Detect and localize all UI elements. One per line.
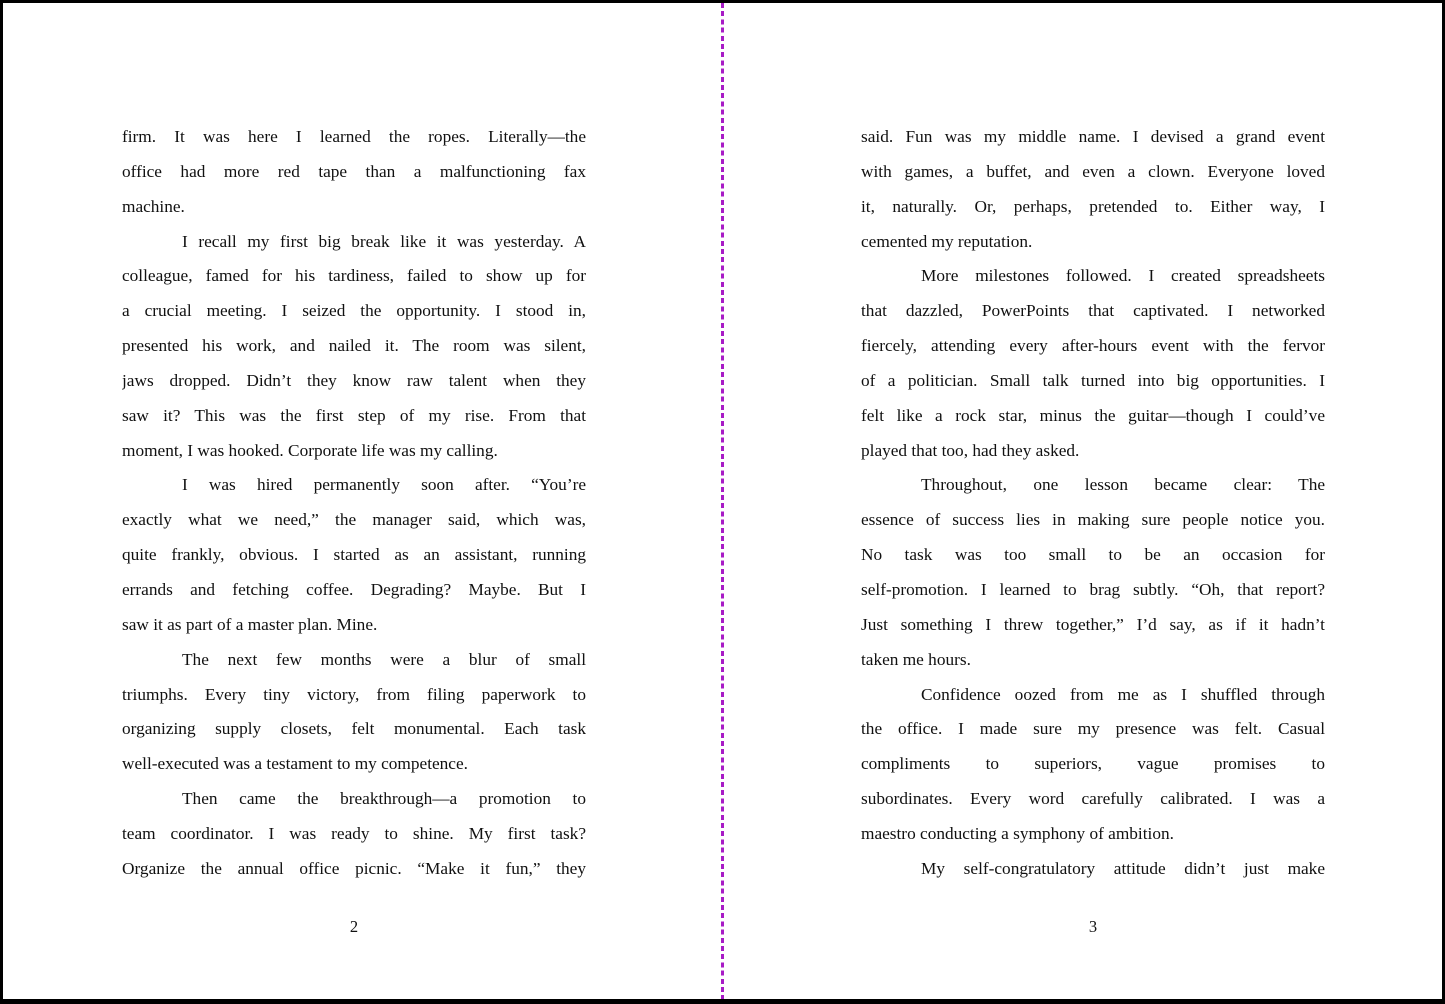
- text-line: Confidence oozed from me as I shuffled through: [921, 684, 1325, 704]
- text-line: moment, I was hooked. Corporate life was my calling.: [122, 440, 498, 460]
- text-line: a crucial meeting. I seized the opportunity. I stood in,: [122, 301, 586, 321]
- text-line: taken me hours.: [861, 649, 971, 669]
- text-line: team coordinator. I was ready to shine. My first task?: [122, 823, 586, 843]
- text-line: triumphs. Every tiny victory, from filing paperwork to: [122, 684, 586, 704]
- text-line: I recall my first big break like it was yesterday. A: [182, 231, 586, 251]
- text-line: jaws dropped. Didn’t they know raw talent when they: [122, 370, 586, 390]
- text-line: My self-congratulatory attitude didn’t just make: [921, 858, 1325, 878]
- text-line: Just something I threw together,” I’d say, as if it hadn’t: [861, 614, 1325, 634]
- text-line: machine.: [122, 196, 185, 216]
- text-line: said. Fun was my middle name. I devised a grand event: [861, 127, 1325, 146]
- text-line: colleague, famed for his tardiness, failed to show up for: [122, 266, 586, 286]
- text-line: office had more red tape than a malfunctioning fax: [122, 161, 586, 181]
- text-line: Then came the breakthrough—a promotion to: [182, 789, 586, 809]
- text-line: exactly what we need,” the manager said, which was,: [122, 510, 586, 530]
- text-line: More milestones followed. I created spreadsheets: [921, 266, 1325, 286]
- page-left: [122, 120, 586, 980]
- text-line: of a politician. Small talk turned into big opportunities. I: [861, 370, 1325, 390]
- text-line: fiercely, attending every after-hours event with the fervor: [861, 336, 1325, 356]
- text-line: presented his work, and nailed it. The room was silent,: [122, 336, 586, 356]
- text-lines: [861, 120, 1325, 887]
- page-right: [861, 120, 1325, 980]
- page-number: 2: [349, 917, 359, 936]
- text-line: Organize the annual office picnic. “Make it fun,” they: [122, 858, 586, 878]
- text-line: organizing supply closets, felt monumental. Each task: [122, 719, 586, 739]
- text-line: cemented my reputation.: [861, 231, 1033, 251]
- text-line: felt like a rock star, minus the guitar—though I could’ve: [861, 405, 1325, 425]
- text-line: saw it? This was the first step of my rise. From that: [122, 405, 586, 425]
- text-line: essence of success lies in making sure people notice you.: [861, 510, 1325, 530]
- text-line: I was hired permanently soon after. “You’re: [182, 475, 586, 495]
- text-line: Throughout, one lesson became clear: The: [921, 475, 1325, 495]
- text-line: that dazzled, PowerPoints that captivated. I networked: [861, 301, 1325, 321]
- text-line: with games, a buffet, and even a clown. Everyone loved: [861, 161, 1325, 181]
- text-line: it, naturally. Or, perhaps, pretended to. Either way, I: [861, 196, 1325, 216]
- text-line: No task was too small to be an occasion for: [861, 545, 1325, 565]
- text-line: self-promotion. I learned to brag subtly. “Oh, that report?: [861, 579, 1325, 599]
- text-line: errands and fetching coffee. Degrading? Maybe. But I: [122, 579, 586, 599]
- text-line: the office. I made sure my presence was felt. Casual: [861, 719, 1325, 739]
- text-line: well-executed was a testament to my competence.: [122, 754, 468, 774]
- text-line: firm. It was here I learned the ropes. Literally—the: [122, 127, 586, 146]
- text-line: compliments to superiors, vague promises to: [861, 754, 1325, 774]
- text-line: The next few months were a blur of small: [182, 649, 586, 669]
- text-lines: [122, 120, 586, 887]
- text-line: saw it as part of a master plan. Mine.: [122, 614, 378, 634]
- text-line: played that too, had they asked.: [861, 440, 1080, 460]
- page-divider-dashed-line: [721, 3, 724, 999]
- text-line: maestro conducting a symphony of ambition.: [861, 823, 1174, 843]
- text-line: subordinates. Every word carefully calibrated. I was a: [861, 789, 1325, 809]
- page-number: 3: [1088, 917, 1098, 936]
- text-line: quite frankly, obvious. I started as an assistant, running: [122, 545, 586, 565]
